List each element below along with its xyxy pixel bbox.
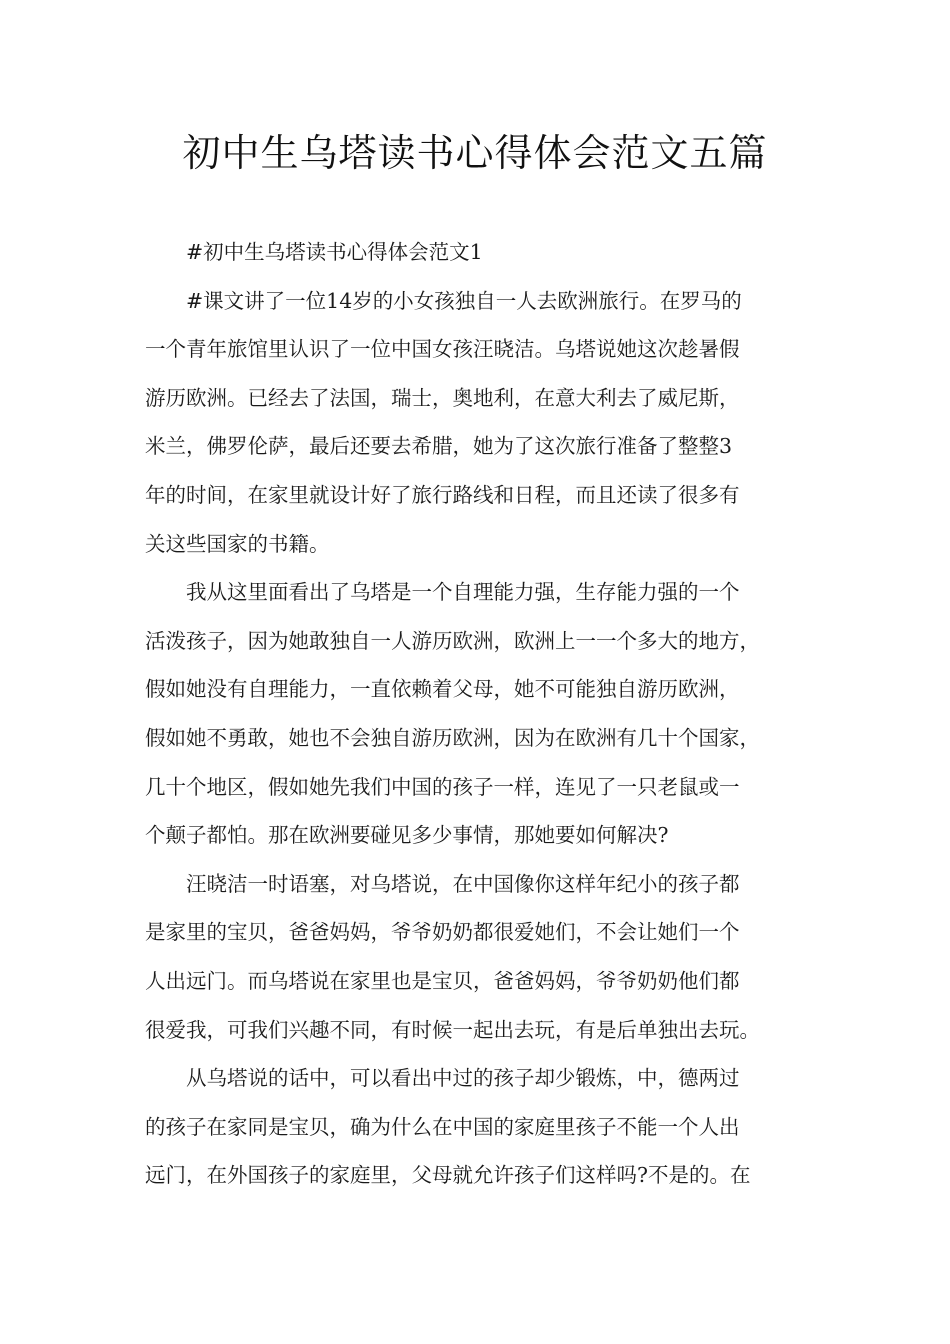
text-line: 年的时间，在家里就设计好了旅行路线和日程，而且还读了很多有: [145, 482, 740, 507]
text-line: 人出远门。而乌塔说在家里也是宝贝，爸爸妈妈，爷爷奶奶他们都: [145, 968, 740, 993]
text-line: #初中生乌塔读书心得体会范文1: [186, 240, 483, 264]
text-line: 很爱我，可我们兴趣不同，有时候一起出去玩，有是后单独出去玩。: [145, 1017, 760, 1042]
text-line: 是家里的宝贝，爸爸妈妈，爷爷奶奶都很爱她们，不会让她们一个: [145, 920, 740, 945]
text-line: 汪晓洁一时语塞，对乌塔说，在中国像你这样年纪小的孩子都: [186, 871, 740, 896]
text-line: 从乌塔说的话中，可以看出中过的孩子却少锻炼，中，德两过: [186, 1066, 740, 1091]
text-line: 米兰，佛罗伦萨，最后还要去希腊，她为了这次旅行准备了整整3: [145, 434, 733, 459]
text-line: 我从这里面看出了乌塔是一个自理能力强，生存能力强的一个: [186, 580, 740, 605]
text-line: 游历欧洲。已经去了法国，瑞士，奥地利，在意大利去了威尼斯，: [145, 385, 740, 410]
paragraph-heading: [145, 228, 810, 277]
paragraph: [145, 1054, 810, 1200]
text-line: 假如她不勇敢，她也不会独自游历欧洲，因为在欧洲有几十个国家，: [145, 725, 760, 750]
text-line: 活泼孩子，因为她敢独自一人游历欧洲，欧洲上一一个多大的地方，: [145, 628, 760, 653]
text-line: 个颠子都怕。那在欧洲要碰见多少事情，那她要如何解决?: [145, 823, 669, 848]
text-line: 假如她没有自理能力，一直依赖着父母，她不可能独自游历欧洲，: [145, 677, 740, 702]
document-title: 初中生乌塔读书心得体会范文五篇: [182, 131, 768, 175]
text-line: 的孩子在家同是宝贝，确为什么在中国的家庭里孩子不能一个人出: [145, 1114, 740, 1139]
text-line: 几十个地区，假如她先我们中国的孩子一样，连见了一只老鼠或一: [145, 774, 740, 799]
text-line: 关这些国家的书籍。: [145, 531, 330, 556]
text-line: #课文讲了一位14岁的小女孩独自一人去欧洲旅行。在罗马的: [186, 288, 742, 313]
paragraph: [145, 277, 810, 569]
paragraph: [145, 568, 810, 860]
text-line: 远门，在外国孩子的家庭里，父母就允许孩子们这样吗?不是的。在: [145, 1163, 751, 1188]
text-line: 一个青年旅馆里认识了一位中国女孩汪晓洁。乌塔说她这次趁暑假: [145, 337, 740, 362]
paragraph: [145, 860, 810, 1054]
document-body: [145, 228, 810, 1200]
